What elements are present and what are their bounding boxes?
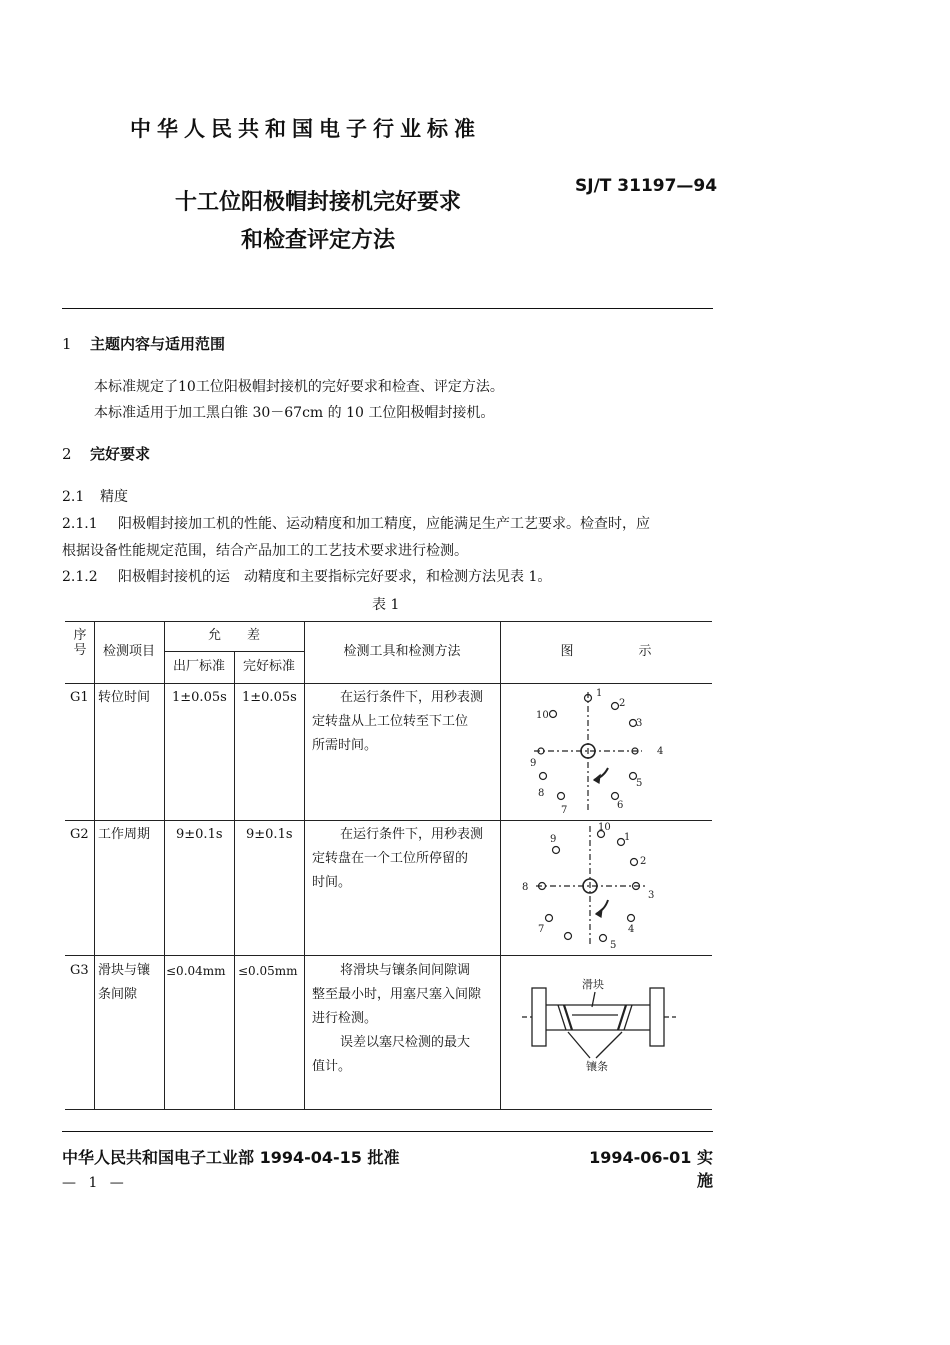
station-hole <box>612 793 619 800</box>
station-label: 7 <box>538 924 545 935</box>
approval-line: 中华人民共和国电子工业部 1994-04-15 批准 <box>62 1148 400 1167</box>
section-2-1-1-number: 2.1.1 <box>62 516 98 532</box>
row-g3-method-line: 误差以塞尺检测的最大 <box>340 1035 471 1050</box>
title-divider <box>62 308 713 309</box>
row-g2-factory: 9±0.1s <box>176 827 223 842</box>
station-hole <box>631 859 638 866</box>
section-2-1-2-number: 2.1.2 <box>62 569 98 585</box>
row-g3-id: G3 <box>70 963 89 978</box>
row-g3-item-line: 条间隙 <box>98 987 138 1002</box>
gib-label: 镶条 <box>586 1060 608 1073</box>
section-2-1-1-text-continued: 根据设备性能规定范围，结合产品加工的工艺技术要求进行检测。 <box>62 543 468 559</box>
station-hole <box>612 703 619 710</box>
document-title <box>148 183 488 259</box>
station-label: 2 <box>640 856 647 867</box>
row-g1-item: 转位时间 <box>98 690 151 705</box>
table-col-line-4 <box>304 621 305 1109</box>
station-hole <box>550 711 557 718</box>
header-seq: 序号 <box>73 628 87 658</box>
section-2-1-heading <box>62 486 128 506</box>
header-item: 检测项目 <box>102 644 155 659</box>
title-line-1: 十工位阳极帽封接机完好要求 <box>174 189 461 215</box>
section-2-heading <box>62 443 150 464</box>
rotation-arrow-head <box>594 775 600 783</box>
station-label: 3 <box>648 890 655 901</box>
station-label: 4 <box>657 746 664 757</box>
row-g2-method <box>312 823 498 895</box>
row-g2-item: 工作周期 <box>98 827 151 842</box>
section-1-heading <box>62 333 225 354</box>
table-bottom-border <box>65 1109 712 1110</box>
station-label: 9 <box>530 758 537 769</box>
title-line-2: 和检查评定方法 <box>240 227 395 253</box>
station-hole <box>565 933 572 940</box>
row-g1-method-line: 所需时间。 <box>312 738 378 753</box>
row-g2-method-line: 时间。 <box>312 875 352 890</box>
standard-code: SJ/T 31197—94 <box>575 176 718 196</box>
section-1-title: 主题内容与适用范围 <box>90 335 226 353</box>
station-label: 4 <box>628 924 635 935</box>
row-g3-method-line: 整至最小时，用塞尺塞入间隙 <box>312 987 482 1002</box>
header-figure: 图 示 <box>560 644 652 659</box>
station-label: 8 <box>538 788 545 799</box>
row-g2-method-line: 在运行条件下，用秒表测 <box>340 827 484 842</box>
row-g1-id: G1 <box>70 690 89 705</box>
section-2-1-2 <box>62 566 551 586</box>
section-2-1-1-text: 阳极帽封接加工机的性能、运动精度和加工精度，应能满足生产工艺要求。检查时，应 <box>118 516 650 532</box>
right-flange <box>650 988 664 1046</box>
station-label: 5 <box>636 778 643 789</box>
station-hole <box>553 847 560 854</box>
row-g3-method-line: 将滑块与镶条间间隙调 <box>340 963 471 978</box>
slider-gib-diagram-g3 <box>520 970 680 1095</box>
table-top-border <box>65 621 712 622</box>
section-2-number: 2 <box>62 445 72 463</box>
row-g1-factory: 1±0.05s <box>172 690 227 705</box>
header-factory-standard: 出厂标准 <box>172 659 225 674</box>
row-g2-method-line: 定转盘在一个工位所停留的 <box>312 851 469 866</box>
station-label: 2 <box>619 698 626 709</box>
row-g1-method-line: 定转盘从上工位转至下工位 <box>312 714 469 729</box>
gib-strip <box>564 1005 626 1030</box>
station-hole <box>628 915 635 922</box>
station-hole <box>558 793 565 800</box>
station-label: 3 <box>636 718 643 729</box>
row-g3-method-line: 值计。 <box>312 1059 352 1074</box>
section-2-title: 完好要求 <box>90 445 151 463</box>
page-number: — 1 — <box>62 1175 128 1191</box>
rotation-arrow-head <box>596 909 602 917</box>
station-hole <box>546 915 553 922</box>
station-label: 5 <box>610 940 617 951</box>
row-g2-id: G2 <box>70 827 89 842</box>
station-label: 1 <box>624 832 631 843</box>
table-col-line-1 <box>94 621 95 1109</box>
table-row-line-2 <box>65 955 712 956</box>
row-g1-good: 1±0.05s <box>242 690 297 705</box>
header-tolerance: 允 差 <box>207 628 260 643</box>
leader-gib-right <box>596 1032 622 1058</box>
station-hole <box>540 773 547 780</box>
row-g2-good: 9±0.1s <box>246 827 293 842</box>
table-caption: 表 1 <box>372 597 400 613</box>
station-label: 9 <box>550 834 557 845</box>
turntable-diagram-g1 <box>520 686 680 816</box>
effective-date: 1994-06-01 实施 <box>589 1148 713 1190</box>
row-g3-item-line: 滑块与镶 <box>98 963 151 978</box>
table-col-line-3 <box>234 651 235 1109</box>
header-method: 检测工具和检测方法 <box>343 644 461 659</box>
row-g3-method-line: 进行检测。 <box>312 1011 378 1026</box>
footer-divider <box>62 1131 713 1132</box>
row-g3-item <box>98 959 162 1007</box>
issuing-org-header: 中华人民共和国电子行业标准 <box>130 116 481 141</box>
station-label: 6 <box>617 800 624 811</box>
table-col-line-2 <box>164 621 165 1109</box>
row-g3-method <box>312 959 498 1079</box>
station-label: 10 <box>536 710 549 721</box>
table-header-bottom-line <box>65 683 712 684</box>
row-g1-method-line: 在运行条件下，用秒表测 <box>340 690 484 705</box>
section-2-1-number: 2.1 <box>62 489 85 505</box>
section-2-1-1 <box>62 513 722 533</box>
station-hole <box>600 935 607 942</box>
station-label: 7 <box>561 805 568 816</box>
leader-gib-left <box>568 1032 590 1058</box>
row-g1-method <box>312 686 498 758</box>
table-col-line-5 <box>500 621 501 1109</box>
slider-label: 滑块 <box>582 978 604 991</box>
left-flange <box>532 988 546 1046</box>
section-2-1-2-text: 阳极帽封接机的运 动精度和主要指标完好要求，和检测方法见表 1。 <box>118 569 552 585</box>
station-label: 8 <box>522 882 529 893</box>
row-g3-factory: ≤0.04mm <box>166 964 226 978</box>
station-label: 1 <box>596 688 603 699</box>
turntable-diagram-g2 <box>516 820 676 952</box>
row-g3-good: ≤0.05mm <box>238 964 298 978</box>
section-1-number: 1 <box>62 335 72 353</box>
header-good-standard: 完好标准 <box>242 659 295 674</box>
section-2-1-title: 精度 <box>100 489 128 505</box>
station-label: 10 <box>598 822 611 833</box>
section-1-para-2: 本标准适用于加工黑白锥 30－67cm 的 10 工位阳极帽封接机。 <box>94 405 495 421</box>
section-1-para-1: 本标准规定了10工位阳极帽封接机的完好要求和检查、评定方法。 <box>94 379 504 395</box>
